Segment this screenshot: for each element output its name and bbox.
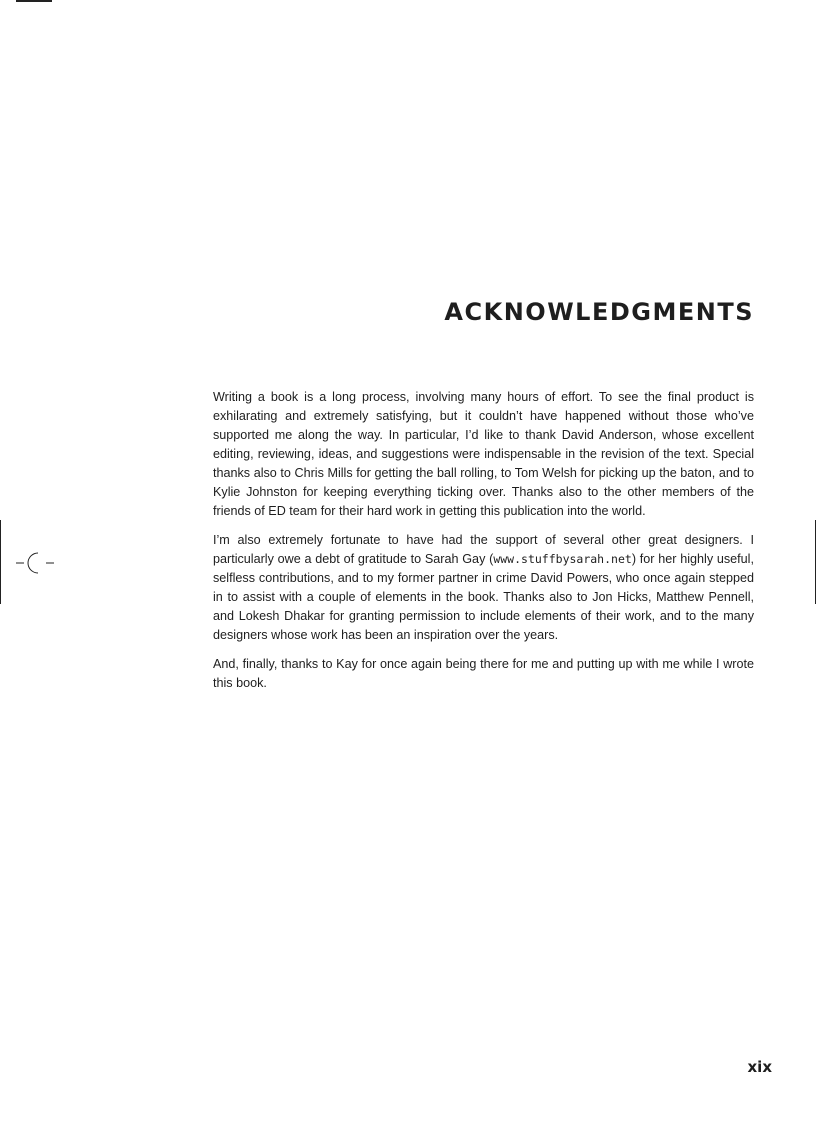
paragraph-2-text-start: I’m also extremely fortunate to have had the support of several other great designers. I particularly owe a debt of gratitude to Sarah Gay ( [213,533,754,566]
paragraph-1: Writing a book is a long process, involving many hours of effort. To see the final product is exhilarating and extremely satisfying, but it couldn’t have happened without those who’ve supported me along the way. In particular, I’d like to thank David Anderson, whose excellent editing, reviewing, ideas, and suggestions were indispensable in the revision of the text. Special thanks also to Chris Mills for getting the ball rolling, to Tom Welsh for picking up the baton, and to Kylie Johnston for keeping everything ticking over. Thanks also to the other members of the friends of ED team for their hard work in getting this publication into the world. [213,390,754,518]
crop-mark-top [16,0,52,2]
paragraph-2-text-end: ) for her highly useful, selfless contributions, and to my former partner in crime David Powers, who once again stepped in to assist with a couple of elements in the book. Thanks also to Jon Hicks, Matthew Pennell, and Lokesh Dhakar for granting permission to include elements of their work, and to the many designers whose work has been an inspiration over the years. [213,552,754,642]
edge-mark-left [0,520,1,604]
page-title: ACKNOWLEDGMENTS [444,298,754,326]
page-number: xix [747,1058,772,1076]
registration-mark-icon [16,550,56,576]
body-text [213,388,754,703]
url-text: www.stuffbysarah.net [493,552,632,566]
paragraph-2 [213,531,754,645]
paragraph-3: And, finally, thanks to Kay for once again being there for me and putting up with me while I wrote this book. [213,657,754,690]
